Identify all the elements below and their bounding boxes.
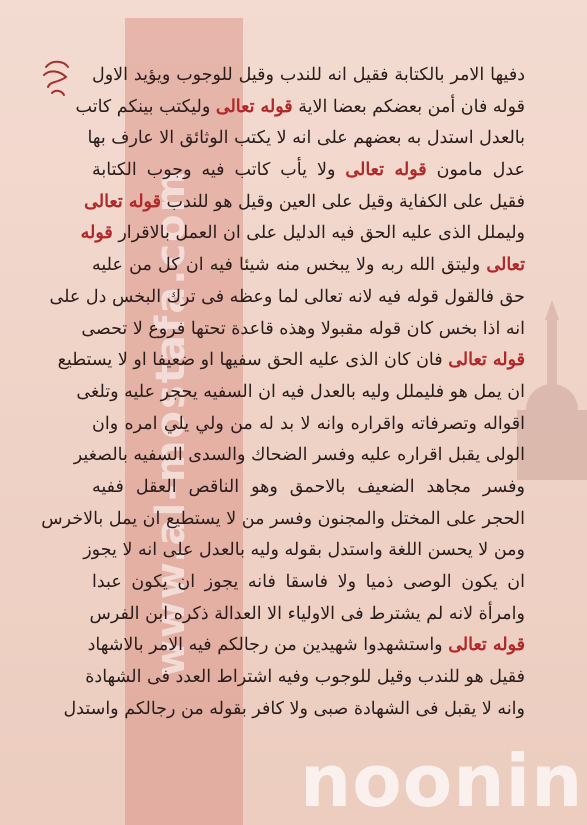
line-text: فقيل هو للندب وقيل للوجوب وفيه اشتراط العدد فى الشهادة bbox=[85, 667, 525, 688]
text-line bbox=[87, 123, 525, 155]
line-text: وليكتب بينكم كاتب bbox=[75, 96, 211, 117]
rubric-phrase: قوله تعالى bbox=[84, 191, 161, 212]
text-line bbox=[41, 504, 525, 536]
line-text: وفسر مجاهد الضعيف بالاحمق وهو الناقص العقل ففيه bbox=[92, 476, 525, 497]
line-text: وانه لا يقبل فى الشهادة صبى ولا كافر بقوله من رجالكم واستدل bbox=[63, 698, 525, 719]
line-text: فان كان الذى عليه الحق سفيها او ضعيفا او لا يستطيع bbox=[57, 350, 443, 371]
line-text: وليملل الذى عليه الحق فيه الدليل على ان العمل بالاقرار bbox=[118, 223, 525, 244]
line-text: قوله فان أمن بعضكم بعضا الاية bbox=[298, 96, 525, 117]
line-text: ان يكون الوصى ذميا ولا فاسقا فانه يجوز ان يكون عبدا bbox=[92, 572, 525, 592]
text-line bbox=[92, 250, 525, 282]
text-line bbox=[57, 345, 525, 377]
line-text: ان يمل هو فليملل وليه بالعدل فيه ان السفيه يحجر عليه وتلغى bbox=[76, 381, 525, 402]
text-line bbox=[87, 630, 525, 662]
line-text: عدل مامون bbox=[436, 160, 525, 181]
mosque-decoration-icon bbox=[517, 300, 587, 480]
line-text: فقيل على الكفاية وقيل على العين وقيل هو للندب bbox=[166, 191, 525, 212]
line-text: الحجر على المختل والمجنون وفسر من لا يستطيع ان يمل بالاخرس bbox=[41, 508, 525, 529]
line-text: ولا يأب كاتب فيه وجوب الكتابة bbox=[92, 160, 336, 181]
text-line bbox=[76, 377, 525, 409]
line-text: ومن لا يحسن اللغة واستدل بقوله وليه بالعدل على انه لا يجوز bbox=[83, 540, 525, 561]
text-line bbox=[85, 662, 525, 694]
text-line bbox=[92, 567, 525, 599]
manuscript-text bbox=[41, 60, 525, 760]
margin-note-icon bbox=[38, 55, 78, 105]
watermark-bottom-text: noonin bbox=[300, 739, 584, 823]
text-line bbox=[63, 694, 525, 726]
text-line bbox=[89, 599, 525, 631]
text-line bbox=[49, 282, 525, 314]
text-line bbox=[92, 409, 525, 441]
line-text: حق فالقول قوله فيه لانه تعالى لما وعظه فى ترك البخس دل على bbox=[49, 286, 525, 307]
rubric-phrase: قوله تعالى bbox=[448, 635, 525, 656]
text-line bbox=[75, 92, 525, 124]
line-text: وليتق الله ربه ولا يبخس منه شيئا فيه ان كل من عليه bbox=[92, 255, 481, 276]
line-text: واستشهدوا شهيدين من رجالكم فيه الامر بالاشهاد bbox=[87, 635, 443, 656]
text-line bbox=[84, 187, 525, 219]
line-text: بالعدل استدل به بعضهم على انه لا يكتب الوثائق الا عارف بها bbox=[87, 128, 525, 149]
rubric-phrase: قوله تعالى bbox=[215, 96, 293, 117]
line-text: الولى يقبل اقراره عليه وفسر الضحاك والسدى السفيه بالصغير bbox=[73, 445, 525, 466]
text-line bbox=[80, 218, 525, 250]
text-line bbox=[83, 535, 525, 567]
line-text: وامرأة لانه لم يشترط فى الاولياء الا العدالة ذكره ابن الفرس bbox=[89, 603, 525, 624]
text-line bbox=[92, 155, 525, 187]
line-text: دفيها الامر بالكتابة فقيل انه للندب وقيل للوجوب ويؤيد الاول bbox=[92, 65, 525, 85]
watermark-vertical-text: www.al-mostafa.com bbox=[148, 168, 194, 677]
text-line bbox=[73, 440, 525, 472]
rubric-phrase: تعالى bbox=[486, 255, 525, 276]
text-line bbox=[92, 60, 525, 92]
rubric-phrase: قوله bbox=[80, 223, 113, 244]
rubric-phrase: قوله تعالى bbox=[345, 160, 427, 181]
text-line bbox=[81, 314, 525, 346]
line-text: انه اذا بخس كان قوله مقبولا وهذه قاعدة تحتها فروع لا تحصى bbox=[81, 318, 525, 339]
rubric-phrase: قوله تعالى bbox=[448, 350, 525, 371]
text-line bbox=[92, 472, 525, 504]
line-text: اقواله وتصرفاته واقراره وانه لا بد له من ولي يلي امره وان bbox=[92, 413, 525, 434]
